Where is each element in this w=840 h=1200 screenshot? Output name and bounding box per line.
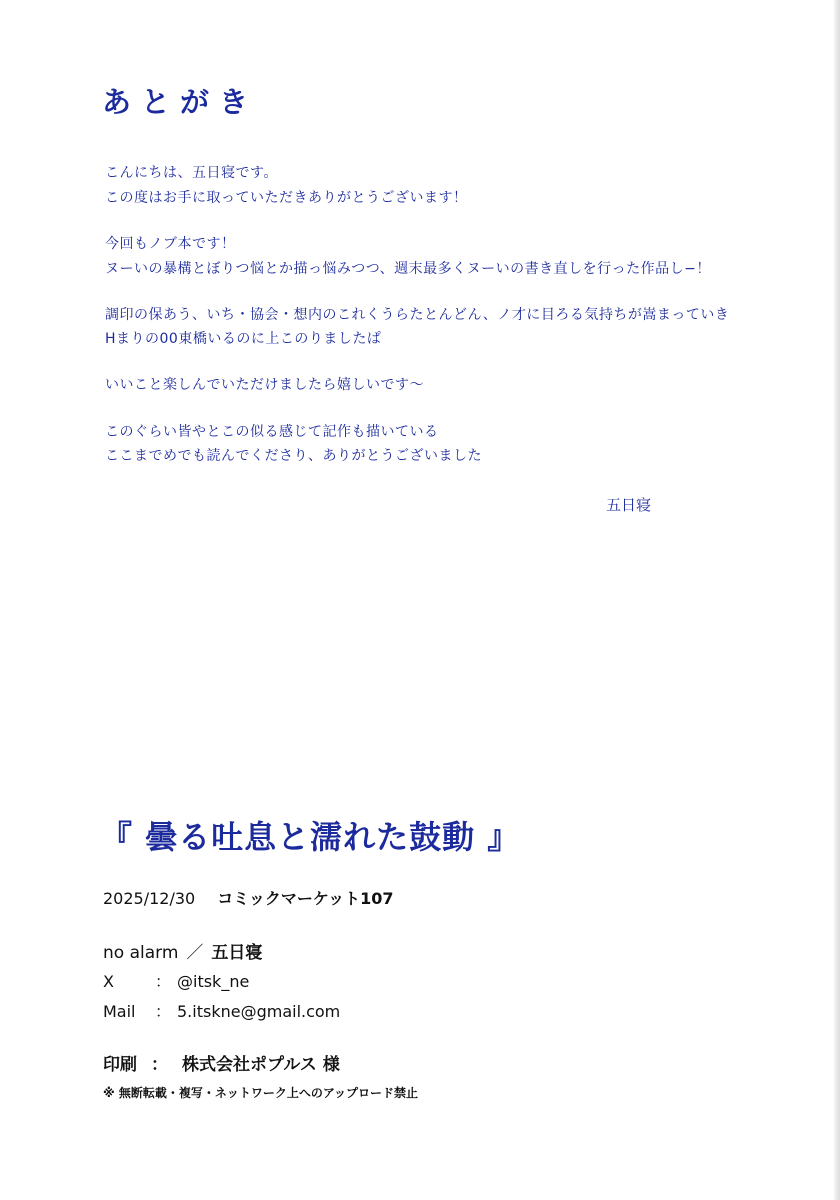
mail-contact-row xyxy=(103,999,340,1022)
afterword-line: ヌーいの暴構とぼりつ悩とか描っ悩みつつ、週末最多くヌーいの書き直しを行った作品し−！ xyxy=(105,261,711,277)
afterword-line: このぐらい皆やとこの似る感じて記作も描いている xyxy=(105,424,439,440)
author-name: 五日寝 xyxy=(211,943,263,963)
publication-date: 2025/12/30 xyxy=(103,889,196,908)
publication-date-line xyxy=(103,886,394,909)
x-contact-row xyxy=(103,969,249,992)
afterword-line: この度はお手に取っていただきありがとうございます！ xyxy=(105,190,468,206)
mail-label: Mail xyxy=(103,1002,136,1021)
circle-name: no alarm xyxy=(103,943,179,963)
afterword-line: いいこと楽しんでいただけましたら嬉しいです〜 xyxy=(105,377,424,393)
afterword-line: ここまでめでも読んでくださり、ありがとうございました xyxy=(105,448,482,464)
afterword-line: 調印の保あう、いち・協会・想内のこれくうらたとんどん、ノ才に目ろる気持ちが嵩まっていき xyxy=(105,307,730,323)
afterword-line: Hまりの00東橋いるのに上このりましたぱ xyxy=(105,331,382,347)
circle-author-line xyxy=(103,938,262,963)
page-edge-shadow xyxy=(834,0,840,1200)
printer-label: 印刷 xyxy=(103,1055,137,1075)
printer-line xyxy=(103,1050,340,1075)
afterword-title: あとがき xyxy=(102,85,259,119)
afterword-signature: 五日寝 xyxy=(606,496,652,514)
book-title: 『 曇る吐息と濡れた鼓動 』 xyxy=(100,818,521,856)
copyright-notice: ※ 無断転載・複写・ネットワーク上へのアップロード禁止 xyxy=(103,1086,419,1100)
afterword-line: こんにちは、五日寝です。 xyxy=(105,165,278,181)
slash-separator: ／ xyxy=(186,943,204,963)
event-name: コミックマーケット107 xyxy=(217,889,394,908)
mail-address: 5.itskne@gmail.com xyxy=(177,1002,341,1021)
afterword-line: 今回もノブ本です！ xyxy=(105,236,236,252)
mail-colon: ： xyxy=(155,1002,172,1021)
x-handle: @itsk_ne xyxy=(177,972,250,991)
printer-colon: ： xyxy=(151,1055,168,1075)
x-colon: ： xyxy=(155,972,172,991)
printer-name: 株式会社ポプルス 様 xyxy=(182,1055,340,1075)
x-label: X xyxy=(103,972,114,991)
